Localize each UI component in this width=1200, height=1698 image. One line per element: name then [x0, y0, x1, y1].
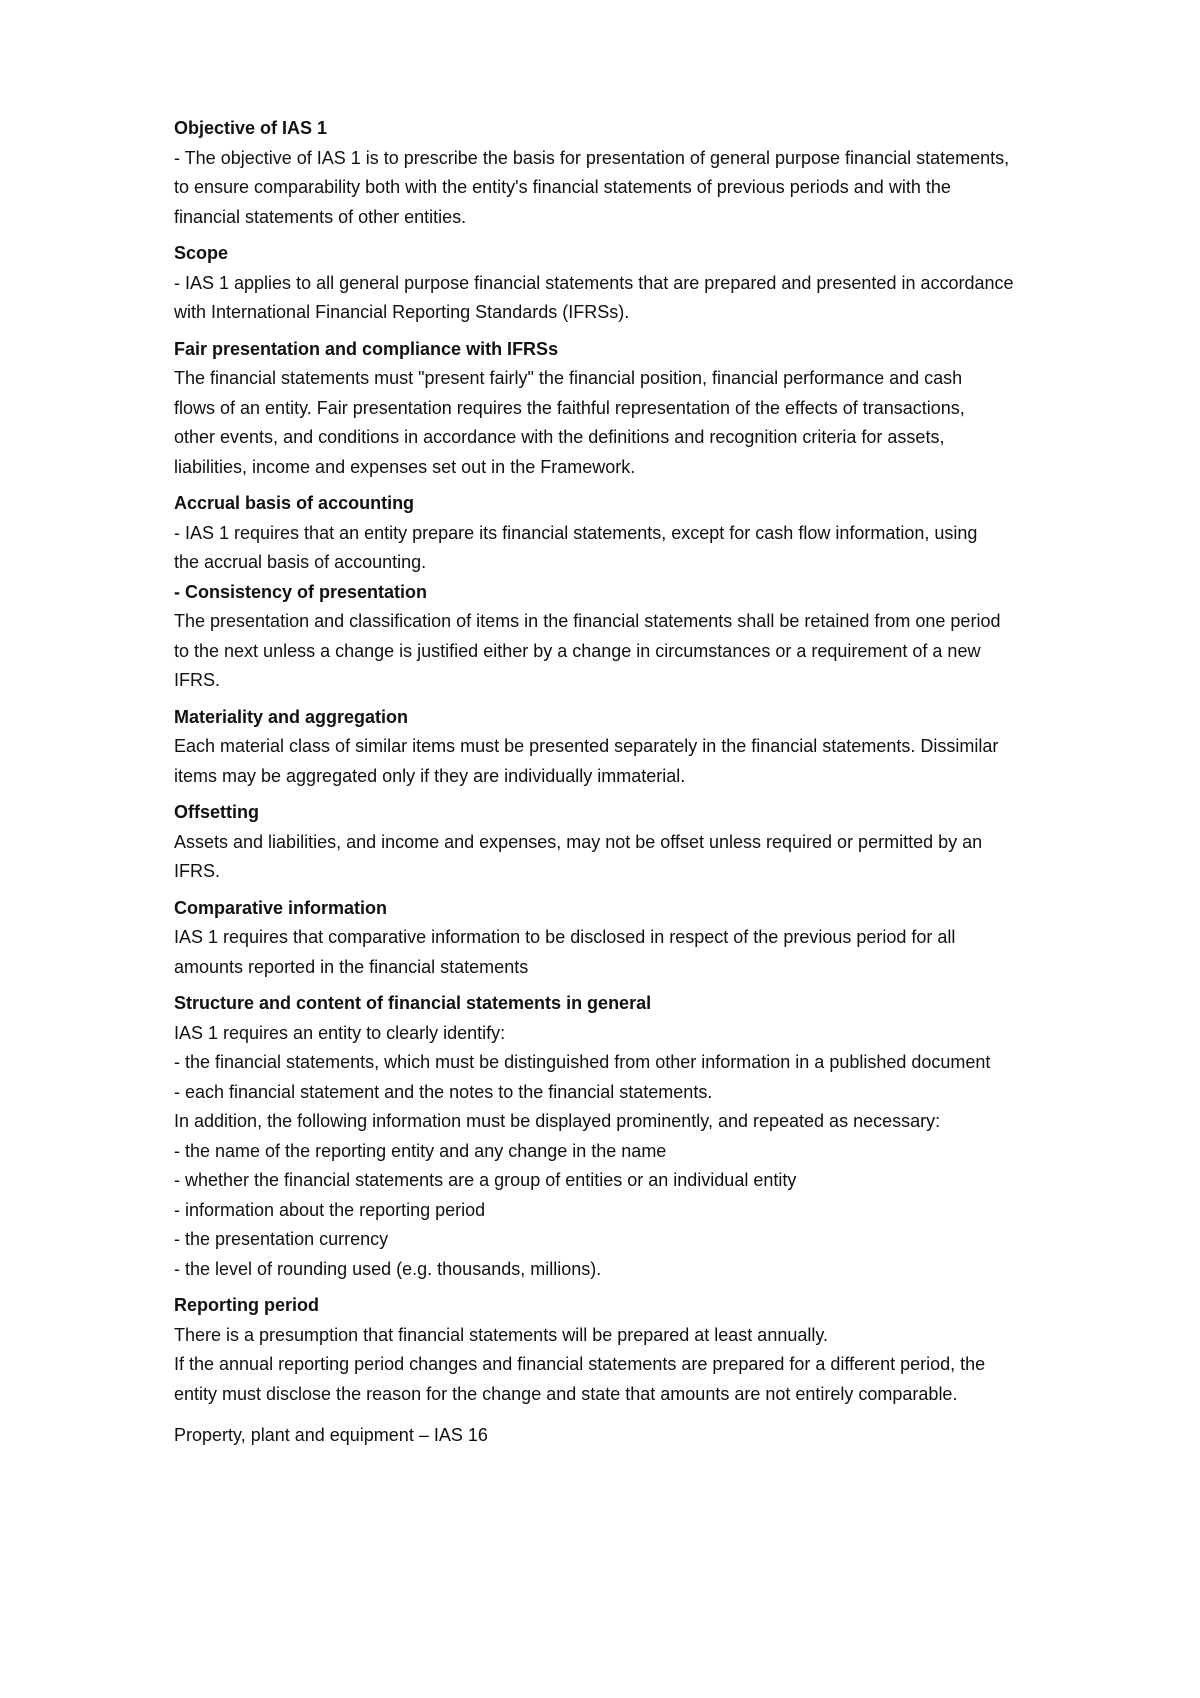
body-line: financial statements of other entities.: [174, 206, 467, 227]
body-line: Each material class of similar items must be presented separately in the financial statements. Dissimilar: [174, 736, 999, 756]
list-item: - information about the reporting period: [174, 1199, 486, 1220]
section-fair-presentation: [174, 335, 1134, 483]
section-heading: Structure and content of financial statements in general: [174, 993, 652, 1013]
section-heading: Accrual basis of accounting: [174, 493, 415, 513]
next-topic-line: Property, plant and equipment – IAS 16: [174, 1425, 488, 1445]
section-accrual-basis: [174, 489, 1134, 696]
body-line: The financial statements must "present fairly" the financial position, financial performance and cash: [174, 368, 963, 388]
body-line: amounts reported in the financial statements: [174, 956, 529, 977]
body-line: IAS 1 requires that comparative information to be disclosed in respect of the previous period for all: [174, 927, 956, 947]
list-item: - whether the financial statements are a group of entities or an individual entity: [174, 1170, 797, 1190]
body-line: other events, and conditions in accordance with the definitions and recognition criteria for assets,: [174, 427, 945, 447]
section-heading: Comparative information: [174, 897, 388, 918]
body-line: the accrual basis of accounting.: [174, 552, 427, 572]
body-line: If the annual reporting period changes and financial statements are prepared for a different period, the: [174, 1354, 986, 1374]
list-item: - the name of the reporting entity and any change in the name: [174, 1140, 667, 1161]
body-line: Assets and liabilities, and income and expenses, may not be offset unless required or permitted by an: [174, 831, 983, 852]
section-reporting-period: [174, 1291, 1134, 1409]
section-heading: Scope: [174, 243, 229, 263]
body-line: In addition, the following information must be displayed prominently, and repeated as necessary:: [174, 1111, 941, 1131]
body-line: IAS 1 requires an entity to clearly identify:: [174, 1022, 506, 1043]
document-page: [174, 114, 1134, 1451]
list-item: - the level of rounding used (e.g. thousands, millions).: [174, 1258, 602, 1279]
body-line: liabilities, income and expenses set out in the Framework.: [174, 456, 636, 477]
section-objective: [174, 114, 1134, 232]
subsection-heading: - Consistency of presentation: [174, 581, 428, 602]
section-heading: Materiality and aggregation: [174, 706, 409, 727]
body-line: - IAS 1 applies to all general purpose financial statements that are prepared and presented in accordance: [174, 272, 1014, 293]
body-line: to the next unless a change is justified either by a change in circumstances or a requirement of a new: [174, 640, 981, 661]
body-line: The presentation and classification of items in the financial statements shall be retained from one period: [174, 611, 1001, 631]
body-line: - IAS 1 requires that an entity prepare its financial statements, except for cash flow information, using: [174, 522, 978, 543]
list-item: - the presentation currency: [174, 1229, 389, 1249]
section-scope: [174, 239, 1134, 328]
body-line: with International Financial Reporting Standards (IFRSs).: [174, 302, 630, 322]
body-line: IFRS.: [174, 861, 221, 881]
body-line: IFRS.: [174, 670, 221, 690]
section-comparative-information: [174, 894, 1134, 983]
body-line: There is a presumption that financial statements will be prepared at least annually.: [174, 1324, 829, 1345]
section-offsetting: [174, 798, 1134, 887]
section-heading: Fair presentation and compliance with IFRSs: [174, 338, 559, 359]
body-line: to ensure comparability both with the entity's financial statements of previous periods and with the: [174, 177, 951, 197]
section-materiality: [174, 703, 1134, 792]
body-line: - The objective of IAS 1 is to prescribe the basis for presentation of general purpose financial statements,: [174, 147, 1010, 168]
body-line: flows of an entity. Fair presentation requires the faithful representation of the effects of transactions,: [174, 397, 965, 418]
section-heading: Offsetting: [174, 802, 259, 822]
section-heading: Reporting period: [174, 1295, 319, 1315]
list-item: - the financial statements, which must be distinguished from other information in a published document: [174, 1052, 991, 1072]
list-item: - each financial statement and the notes to the financial statements.: [174, 1081, 713, 1102]
body-line: items may be aggregated only if they are individually immaterial.: [174, 765, 686, 786]
section-structure-content: [174, 989, 1134, 1284]
section-heading: Objective of IAS 1: [174, 118, 328, 138]
body-line: entity must disclose the reason for the change and state that amounts are not entirely comparable.: [174, 1383, 958, 1404]
